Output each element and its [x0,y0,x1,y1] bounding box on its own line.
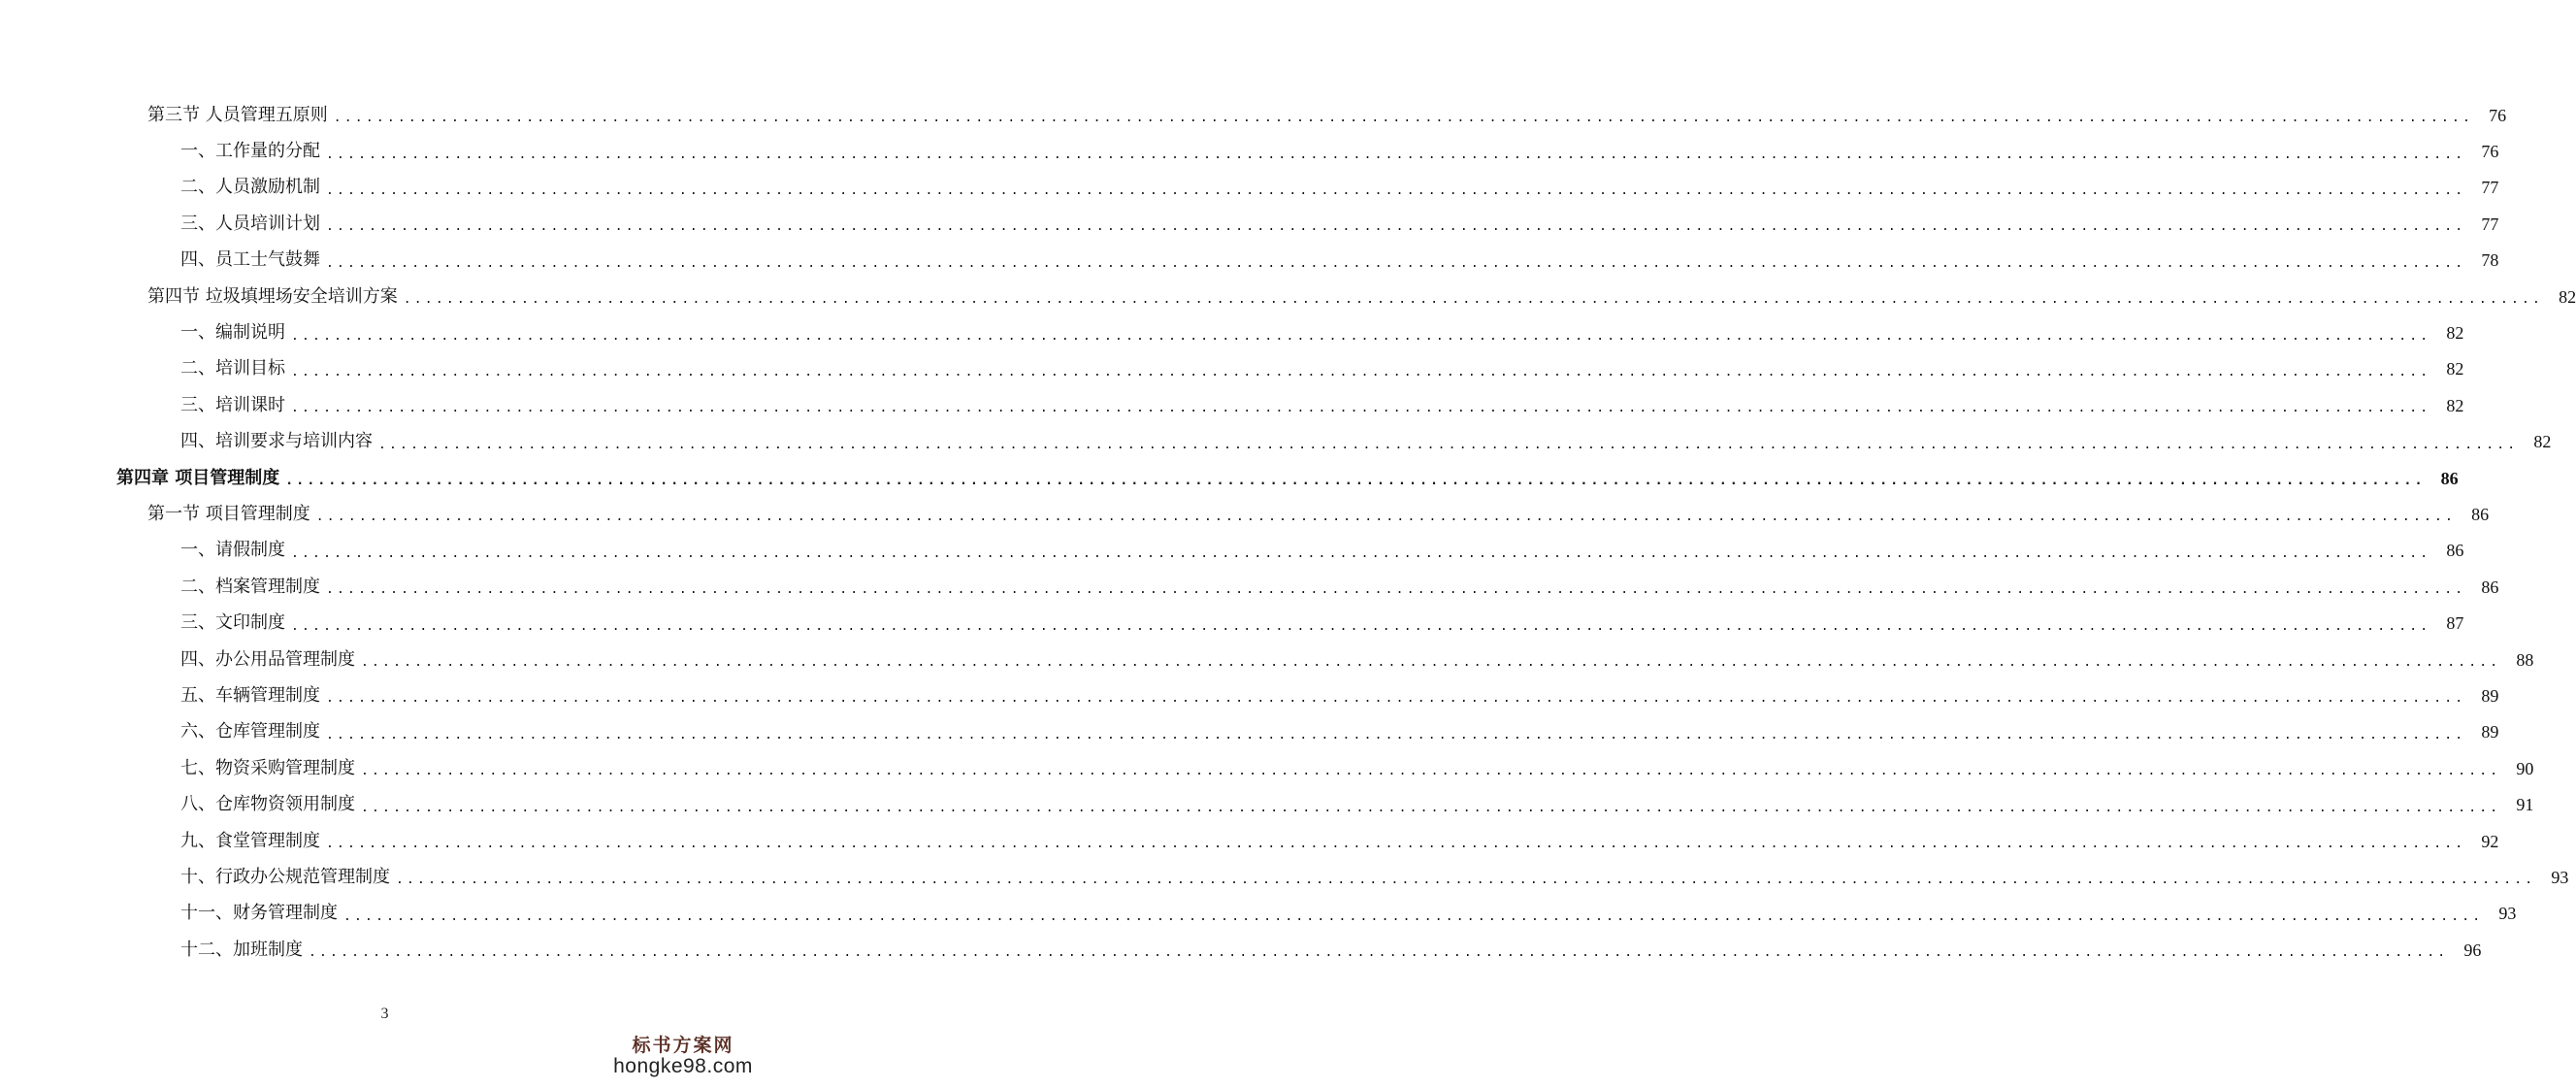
dot-leader: ........................................................................................................................................................................................................ [326,837,2466,851]
dot-leader: ........................................................................................................................................................................................................ [291,401,2431,416]
toc-entry-item[interactable] [0,786,2534,822]
dot-leader: ........................................................................................................................................................................................................ [361,655,2501,671]
dot-leader: ........................................................................................................................................................................................................ [291,618,2431,634]
toc-entry-title: 一、请假制度 [180,540,285,561]
toc-entry-item[interactable] [0,932,2482,968]
toc-entry-title: 一、编制说明 [180,322,285,344]
dot-leader: ........................................................................................................................................................................................................ [326,691,2466,707]
toc-entry-chapter[interactable] [0,460,2459,496]
toc-entry-item[interactable] [0,677,2499,713]
toc-entry-page-number: 87 [2446,613,2464,634]
toc-entry-item[interactable] [0,750,2534,786]
toc-entry-item[interactable] [0,170,2499,206]
dot-leader: ........................................................................................................................................................................................................ [378,437,2519,452]
toc-entry-page-number: 77 [2481,214,2499,234]
toc-entry-item[interactable] [0,569,2499,605]
toc-entry-page-number: 76 [2489,105,2507,125]
toc-entry-page-number: 96 [2463,940,2482,960]
toc-entry-page-number: 77 [2481,178,2499,198]
toc-entry-page-number: 76 [2481,142,2499,162]
toc-entry-title: 四、员工士气鼓舞 [180,249,320,271]
toc-entry-page-number: 82 [2533,432,2552,452]
toc-entry-title: 六、仓库管理制度 [180,721,320,742]
dot-leader: ........................................................................................................................................................................................................ [285,474,2426,489]
dot-leader: ........................................................................................................................................................................................................ [291,328,2431,344]
toc-entry-title: 五、车辆管理制度 [180,684,320,706]
dot-leader: ........................................................................................................................................................................................................ [333,111,2474,126]
toc-entry-title: 第一节 项目管理制度 [147,503,310,524]
dot-leader: ........................................................................................................................................................................................................ [361,764,2501,779]
page-number: 3 [380,1006,389,1022]
toc-entry-item[interactable] [0,424,2552,460]
toc-entry-page-number: 90 [2516,758,2534,778]
toc-entry-page-number: 93 [2551,867,2569,887]
toc-entry-title: 一、工作量的分配 [180,141,320,162]
dot-leader: ........................................................................................................................................................................................................ [291,364,2431,380]
toc-entry-item[interactable] [0,533,2464,569]
dot-leader: ........................................................................................................................................................................................................ [309,945,2449,961]
toc-entry-item[interactable] [0,896,2517,932]
toc-entry-title: 四、培训要求与培训内容 [180,431,373,452]
toc-entry-item[interactable] [0,314,2464,350]
dot-leader: ........................................................................................................................................................................................................ [315,510,2457,525]
toc-entry-title: 九、食堂管理制度 [180,830,320,851]
toc-entry-page-number: 78 [2481,250,2499,271]
dot-leader: ........................................................................................................................................................................................................ [326,147,2466,162]
watermark [610,1031,756,1078]
toc-entry-item[interactable] [0,387,2464,423]
toc-entry-title: 十一、财务管理制度 [180,903,338,924]
toc-entry-title: 三、人员培训计划 [180,213,320,234]
toc-entry-title: 第四章 项目管理制度 [116,467,280,488]
dot-leader: ........................................................................................................................................................................................................ [361,800,2501,815]
toc-entry-item[interactable] [0,133,2499,169]
toc-entry-page-number: 91 [2516,795,2534,815]
toc-entry-item[interactable] [0,859,2569,895]
toc-entry-title: 四、办公用品管理制度 [180,648,355,670]
toc-entry-page-number: 93 [2498,904,2517,924]
toc-entry-title: 第三节 人员管理五原则 [147,104,328,125]
dot-leader: ........................................................................................................................................................................................................ [396,873,2536,888]
toc-entry-title: 十、行政办公规范管理制度 [180,866,390,887]
watermark-name: 标书方案网 [632,1035,734,1056]
toc-entry-section[interactable] [0,279,2576,314]
toc-entry-title: 三、文印制度 [180,612,285,634]
toc-entry-title: 第四节 垃圾填埋场安全培训方案 [147,285,398,307]
toc-entry-page-number: 89 [2481,685,2499,706]
dot-leader: ........................................................................................................................................................................................................ [326,219,2466,235]
toc-entry-title: 十二、加班制度 [180,939,303,960]
toc-entry-title: 二、人员激励机制 [180,177,320,198]
toc-entry-item[interactable] [0,243,2499,279]
toc-entry-page-number: 86 [2471,504,2490,524]
toc-entry-page-number: 88 [2516,649,2534,670]
dot-leader: ........................................................................................................................................................................................................ [326,582,2466,598]
toc-entry-title: 三、培训课时 [180,394,285,415]
table-of-contents [0,97,2576,968]
toc-entry-page-number: 86 [2481,577,2499,597]
toc-entry-item[interactable] [0,642,2534,677]
dot-leader: ........................................................................................................................................................................................................ [326,727,2466,742]
toc-entry-item[interactable] [0,823,2499,859]
dot-leader: ........................................................................................................................................................................................................ [291,545,2431,561]
toc-entry-title: 八、仓库物资领用制度 [180,794,355,815]
toc-entry-item[interactable] [0,206,2499,242]
toc-entry-title: 二、培训目标 [180,358,285,380]
dot-leader: ........................................................................................................................................................................................................ [403,292,2544,308]
toc-entry-section[interactable] [0,97,2507,133]
toc-entry-page-number: 82 [2446,359,2464,380]
dot-leader: ........................................................................................................................................................................................................ [343,908,2484,924]
toc-entry-page-number: 86 [2446,541,2464,561]
toc-entry-title: 二、档案管理制度 [180,576,320,597]
toc-entry-page-number: 82 [2559,286,2576,307]
toc-entry-item[interactable] [0,605,2464,641]
toc-entry-item[interactable] [0,351,2464,387]
toc-entry-item[interactable] [0,714,2499,750]
toc-entry-title: 七、物资采购管理制度 [180,757,355,778]
toc-entry-page-number: 86 [2440,468,2459,488]
dot-leader: ........................................................................................................................................................................................................ [326,255,2466,271]
toc-entry-page-number: 82 [2446,323,2464,344]
toc-entry-section[interactable] [0,496,2490,532]
watermark-url: hongke98.com [613,1055,753,1077]
toc-entry-page-number: 82 [2446,395,2464,415]
toc-entry-page-number: 92 [2481,831,2499,851]
dot-leader: ........................................................................................................................................................................................................ [326,182,2466,198]
toc-entry-page-number: 89 [2481,722,2499,742]
